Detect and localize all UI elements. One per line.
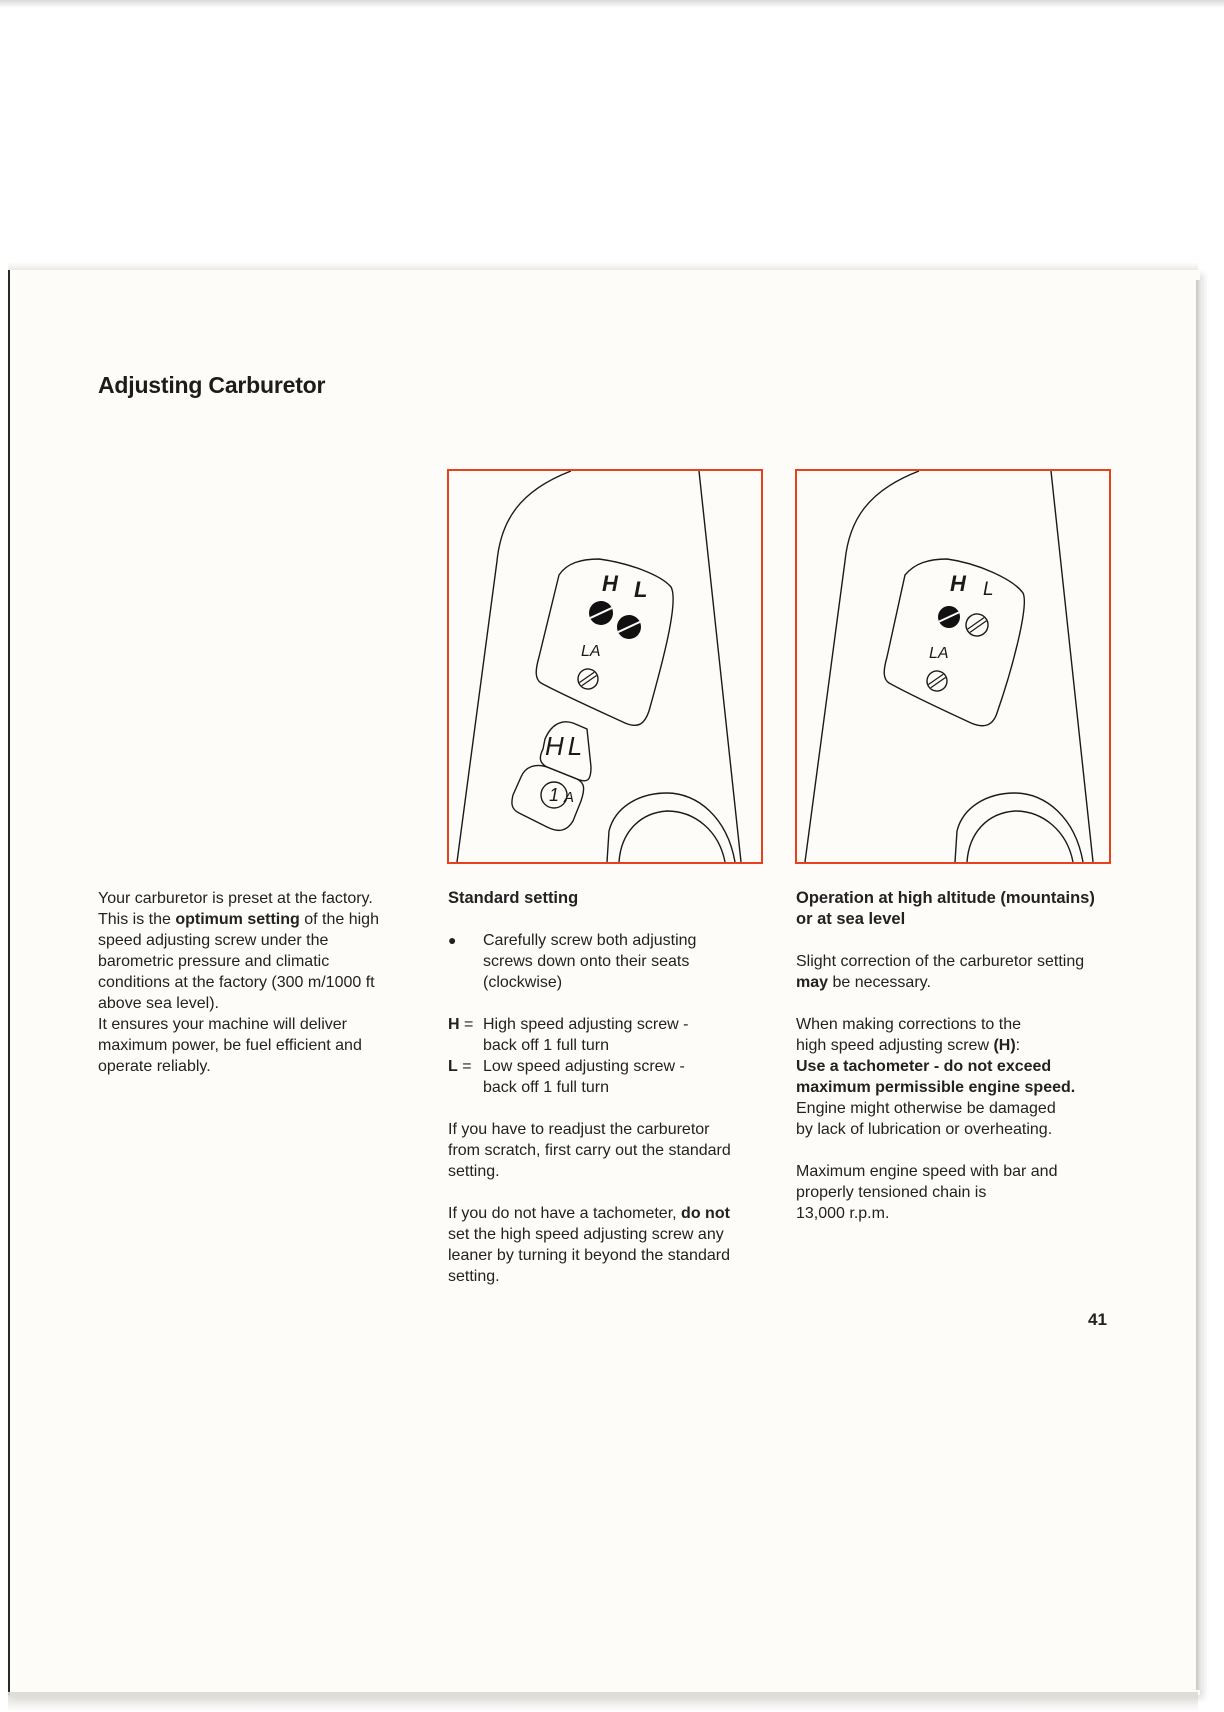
- intro-line: conditions at the factory (300 m/1000 ft: [98, 974, 375, 991]
- page-title: Adjusting Carburetor: [98, 372, 326, 398]
- page-right-edge: [1196, 280, 1202, 1690]
- damage-line: Engine might otherwise be damaged: [796, 1100, 1056, 1117]
- cylinder-arc-inner: [619, 811, 725, 862]
- high-altitude-heading: Operation at high altitude (mountains): [796, 889, 1095, 907]
- definition-h: [448, 1014, 768, 1056]
- readjust-line: If you have to readjust the carburetor: [448, 1121, 710, 1138]
- cylinder-arc-outer: [607, 793, 735, 862]
- housing-right-edge: [699, 471, 741, 862]
- high-altitude-heading: or at sea level: [796, 910, 906, 928]
- decal-hl-label: HL: [545, 731, 587, 761]
- readjust-line: setting.: [448, 1163, 500, 1180]
- max-speed-line: Maximum engine speed with bar and: [796, 1163, 1058, 1180]
- intro-line: barometric pressure and climatic: [98, 953, 330, 970]
- h-screw-reference: (H): [993, 1037, 1016, 1054]
- h-label: H: [950, 571, 966, 596]
- corrections-line: When making corrections to the: [796, 1016, 1021, 1033]
- page-number: 41: [1088, 1310, 1107, 1329]
- readjust-line: from scratch, first carry out the standard: [448, 1142, 731, 1159]
- la-label: LA: [929, 645, 949, 662]
- max-speed-line: properly tensioned chain is: [796, 1184, 987, 1201]
- intro-line: It ensures your machine will deliver: [98, 1016, 347, 1033]
- high-altitude-figure: [795, 469, 1111, 864]
- definition-line: back off 1 full turn: [483, 1037, 609, 1054]
- correction-line: may be necessary.: [796, 974, 931, 991]
- intro-line: Your carburetor is preset at the factory.: [98, 890, 373, 907]
- corrections-line: high speed adjusting screw (H):: [796, 1037, 1021, 1054]
- bullet-item: [448, 930, 768, 993]
- definition-line: High speed adjusting screw -: [483, 1016, 689, 1033]
- l-label: L: [983, 579, 994, 600]
- definition-line: back off 1 full turn: [483, 1079, 609, 1096]
- decal-number: 1: [549, 785, 560, 805]
- scan-top-shadow: [0, 0, 1224, 8]
- housing-right-edge: [1051, 471, 1093, 862]
- damage-line: by lack of lubrication or overheating.: [796, 1121, 1053, 1138]
- carburetor-housing-drawing-standard: [449, 471, 761, 862]
- tachometer-warning: Use a tachometer - do not exceed: [796, 1058, 1052, 1075]
- optimum-setting-emphasis: optimum setting: [175, 911, 300, 928]
- intro-column: [98, 888, 418, 1077]
- definition-l: [448, 1056, 768, 1098]
- definition-line: Low speed adjusting screw -: [483, 1058, 685, 1075]
- correction-line: Slight correction of the carburetor setting: [796, 953, 1085, 970]
- intro-line: speed adjusting screw under the: [98, 932, 329, 949]
- housing-left-edge: [805, 471, 919, 862]
- page-bottom-edge: [8, 1692, 1198, 1712]
- decal-suffix: A: [564, 789, 575, 806]
- carburetor-housing-drawing-altitude: [797, 471, 1109, 862]
- l-label: L: [634, 577, 648, 602]
- cylinder-arc-inner: [967, 811, 1073, 862]
- no-tachometer-line: leaner by turning it beyond the standard: [448, 1247, 730, 1264]
- bullet-line: screws down onto their seats: [483, 953, 690, 970]
- intro-line: maximum power, be fuel efficient and: [98, 1037, 362, 1054]
- high-altitude-column: [796, 888, 1126, 1224]
- cylinder-arc-outer: [955, 793, 1083, 862]
- definition-key: H =: [448, 1016, 474, 1033]
- intro-line: above sea level).: [98, 995, 219, 1012]
- la-label: LA: [581, 643, 601, 660]
- intro-line: operate reliably.: [98, 1058, 211, 1075]
- standard-setting-column: [448, 888, 768, 1287]
- definition-key: L =: [448, 1058, 472, 1075]
- tachometer-warning: maximum permissible engine speed.: [796, 1079, 1076, 1096]
- bullet-icon: ●: [448, 932, 457, 948]
- bullet-line: Carefully screw both adjusting: [483, 932, 697, 949]
- bullet-line: (clockwise): [483, 974, 563, 991]
- no-tachometer-line: If you do not have a tachometer, do not: [448, 1205, 730, 1222]
- intro-line: This is the optimum setting of the high: [98, 911, 379, 928]
- h-label: H: [602, 571, 618, 596]
- standard-setting-heading: Standard setting: [448, 889, 579, 907]
- max-speed-line: 13,000 r.p.m.: [796, 1205, 890, 1222]
- no-tachometer-line: setting.: [448, 1268, 500, 1285]
- may-emphasis: may: [796, 974, 829, 991]
- do-not-emphasis: do not: [681, 1205, 730, 1222]
- standard-setting-figure: [447, 469, 763, 864]
- no-tachometer-line: set the high speed adjusting screw any: [448, 1226, 724, 1243]
